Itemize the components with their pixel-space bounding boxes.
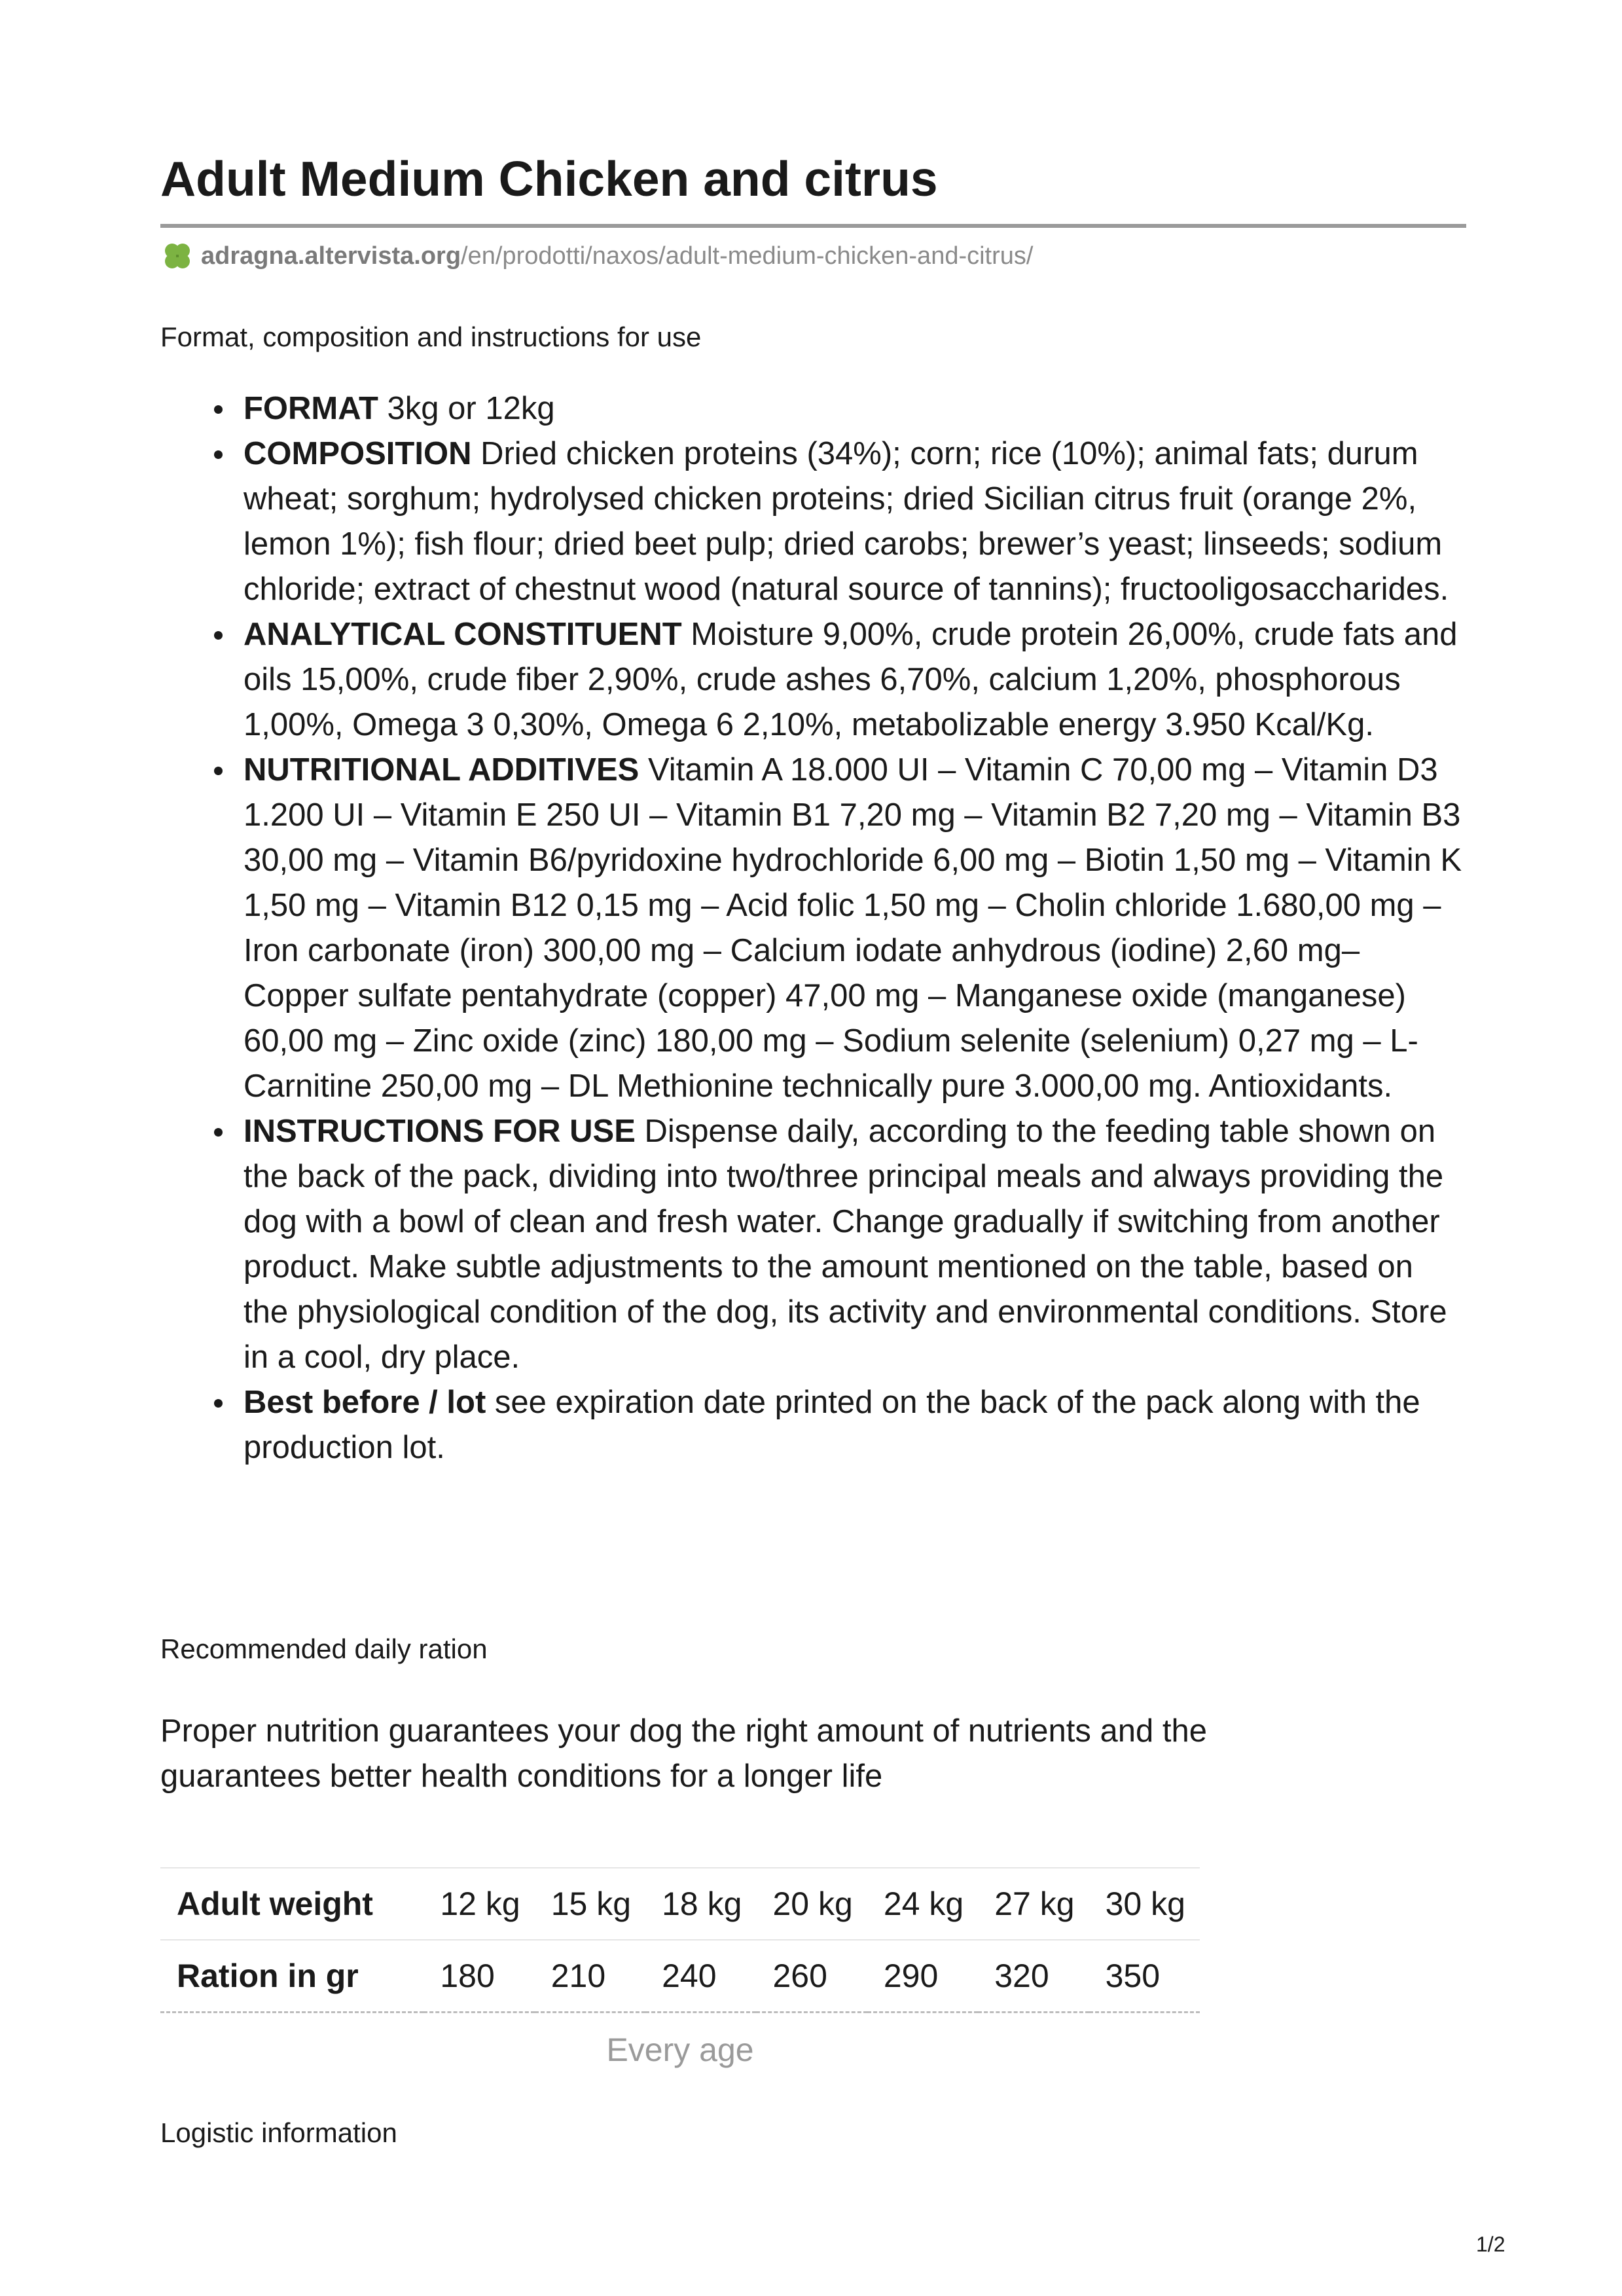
list-item <box>243 431 1466 612</box>
source-path[interactable]: /en/prodotti/naxos/adult-medium-chicken-and-citrus/ <box>461 242 1034 270</box>
table-row-ration <box>160 1940 1200 2013</box>
spec-text: Dried chicken proteins (34%); corn; rice (10%); animal fats; durum wheat; sorghum; hydrolysed chicken proteins; dried Sicilian citrus fruit (orange 2%, lemon 1%); fish flour; dried beet pulp; dried carobs; brewer’s yeast; linseeds; sodium chloride; extract of chestnut wood (natural source of tannins); fructooligosaccharides. <box>243 436 1449 607</box>
table-cell: 260 <box>756 1940 867 2013</box>
source-domain[interactable]: adragna.altervista.org <box>201 242 461 270</box>
spec-text: Vitamin A 18.000 UI – Vitamin C 70,00 mg – Vitamin D3 1.200 UI – Vitamin E 250 UI – Vitamin B1 7,20 mg – Vitamin B2 7,20 mg – Vitamin B3 30,00 mg – Vitamin B6/pyridoxine hydrochloride 6,00 mg – Biotin 1,50 mg – Vitamin K 1,50 mg – Vitamin B12 0,15 mg – Acid folic 1,50 mg – Cholin chloride 1.680,00 mg – Iron carbonate (iron) 300,00 mg – Calcium iodate anhydrous (iodine) 2,60 mg– Copper sulfate pentahydrate (copper) 47,00 mg – Manganese oxide (manganese) 60,00 mg – Zinc oxide (zinc) 180,00 mg – Sodium selenite (selenium) 0,27 mg – L-Carnitine 250,00 mg – DL Methionine technically pure 3.000,00 mg. Antioxidants. <box>243 752 1462 1104</box>
spec-label: FORMAT <box>243 391 378 426</box>
spec-label: Best before / lot <box>243 1385 486 1420</box>
table-cell: 12 kg <box>424 1868 534 1940</box>
page-number: 1/2 <box>1476 2232 1505 2256</box>
ration-table <box>160 1867 1200 2013</box>
title-divider <box>160 224 1466 228</box>
table-cell: 350 <box>1089 1940 1200 2013</box>
weight-header: Adult weight <box>160 1868 424 1940</box>
table-caption: Every age <box>606 2032 754 2068</box>
section-heading-format: Format, composition and instructions for use <box>160 321 702 352</box>
table-cell: 290 <box>867 1940 978 2013</box>
clover-icon <box>160 239 194 273</box>
specs-list <box>160 386 1466 1470</box>
list-item <box>243 1380 1466 1470</box>
table-cell: 24 kg <box>867 1868 978 1940</box>
spec-label: NUTRITIONAL ADDITIVES <box>243 752 640 788</box>
spec-text: Dispense daily, according to the feeding table shown on the back of the pack, dividing into two/three principal meals and always providing the dog with a bowl of clean and fresh water. Change gradually if switching from another product. Make subtle adjustments to the amount mentioned on the table, based on the physiological condition of the dog, its activity and environmental conditions. Store in a cool, dry place. <box>243 1114 1447 1375</box>
table-cell: 180 <box>424 1940 534 2013</box>
spec-label: ANALYTICAL CONSTITUENT <box>243 617 682 652</box>
table-row-weight <box>160 1868 1200 1940</box>
spec-label: COMPOSITION <box>243 436 472 471</box>
list-item <box>243 386 1466 431</box>
table-cell: 20 kg <box>756 1868 867 1940</box>
list-item <box>243 1109 1466 1380</box>
spec-text: Moisture 9,00%, crude protein 26,00%, crude fats and oils 15,00%, crude fiber 2,90%, crude ashes 6,70%, calcium 1,20%, phosphorous 1,00%, Omega 3 0,30%, Omega 6 2,10%, metabolizable energy 3.950 Kcal/Kg. <box>243 617 1458 742</box>
table-cell: 240 <box>645 1940 756 2013</box>
list-item <box>243 748 1466 1109</box>
table-cell: 27 kg <box>978 1868 1089 1940</box>
source-url[interactable] <box>160 237 1033 275</box>
ration-header: Ration in gr <box>160 1940 424 2013</box>
table-cell: 210 <box>535 1940 645 2013</box>
section-heading-ration: Recommended daily ration <box>160 1633 488 1664</box>
spec-text: 3kg or 12kg <box>378 391 555 426</box>
section-heading-logistic: Logistic information <box>160 2117 397 2148</box>
list-item <box>243 612 1466 748</box>
page-title: Adult Medium Chicken and citrus <box>160 151 938 206</box>
table-cell: 18 kg <box>645 1868 756 1940</box>
spec-label: INSTRUCTIONS FOR USE <box>243 1114 636 1149</box>
table-cell: 320 <box>978 1940 1089 2013</box>
table-cell: 30 kg <box>1089 1868 1200 1940</box>
table-cell: 15 kg <box>535 1868 645 1940</box>
ration-intro: Proper nutrition guarantees your dog the right amount of nutrients and the guarantees better health conditions for a longer life <box>160 1713 1207 1794</box>
spec-text: see expiration date printed on the back of the pack along with the production lot. <box>243 1385 1420 1465</box>
